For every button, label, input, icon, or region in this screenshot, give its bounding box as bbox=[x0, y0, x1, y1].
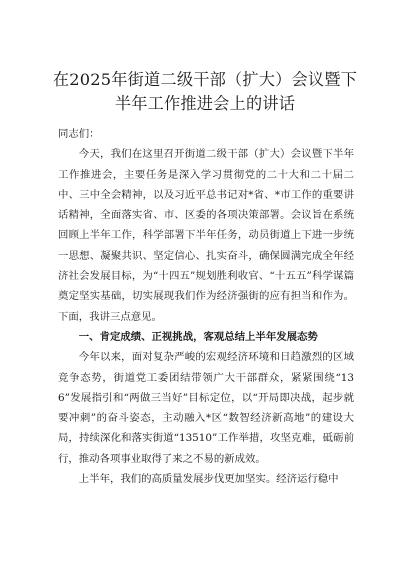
body-paragraph: 今年以来，面对复杂严峻的宏观经济环境和日趋激烈的区域竞争态势，街道党工委团结带领广大干部群众，紧紧围绕“136”发展指引和“两做三当好”目标定位，以“开局即决战，起步就要冲刺”的奋斗姿态，主动融入*区“数智经济新高地”的建设大局，持续深化和落实街道“13510”工作举措，攻坚克难，砥砺前行，推动各项事业取得了来之不易的新成效。 bbox=[58, 351, 354, 465]
body-paragraph: 上半年，我们的高质量发展步伐更加坚实。经济运行稳中 bbox=[78, 473, 339, 486]
section-heading: 一、肯定成绩、正视挑战，客观总结上半年发展态势 bbox=[78, 330, 318, 343]
salutation: 同志们： bbox=[58, 128, 100, 140]
intro-paragraph: 今天，我们在这里召开街道二级干部（扩大）会议暨下半年工作推进会，主要任务是深入学习贯彻党的二十大和二十届二中、三中全会精神，以及习近平总书记对*省、*市工作的重要讲话精神，全面落实省、市、区委的各项决策部署。会议旨在系统回顾上半年工作，科学部署下半年任务，动员街道上下进一步统一思想、凝聚共识、坚定信心、扎实奋斗，确保圆满完成全年经济社会发展目标，为“十四五”规划胜利收官、“十五五”科学谋篇奠定坚实基础，切实展现我们作为经济强街的应有担当和作为。下面，我讲三点意见。 bbox=[58, 148, 354, 323]
document-body bbox=[58, 124, 354, 489]
document-title: 在2025年街道二级干部（扩大）会议暨下半年工作推进会上的讲话 bbox=[52, 70, 358, 113]
